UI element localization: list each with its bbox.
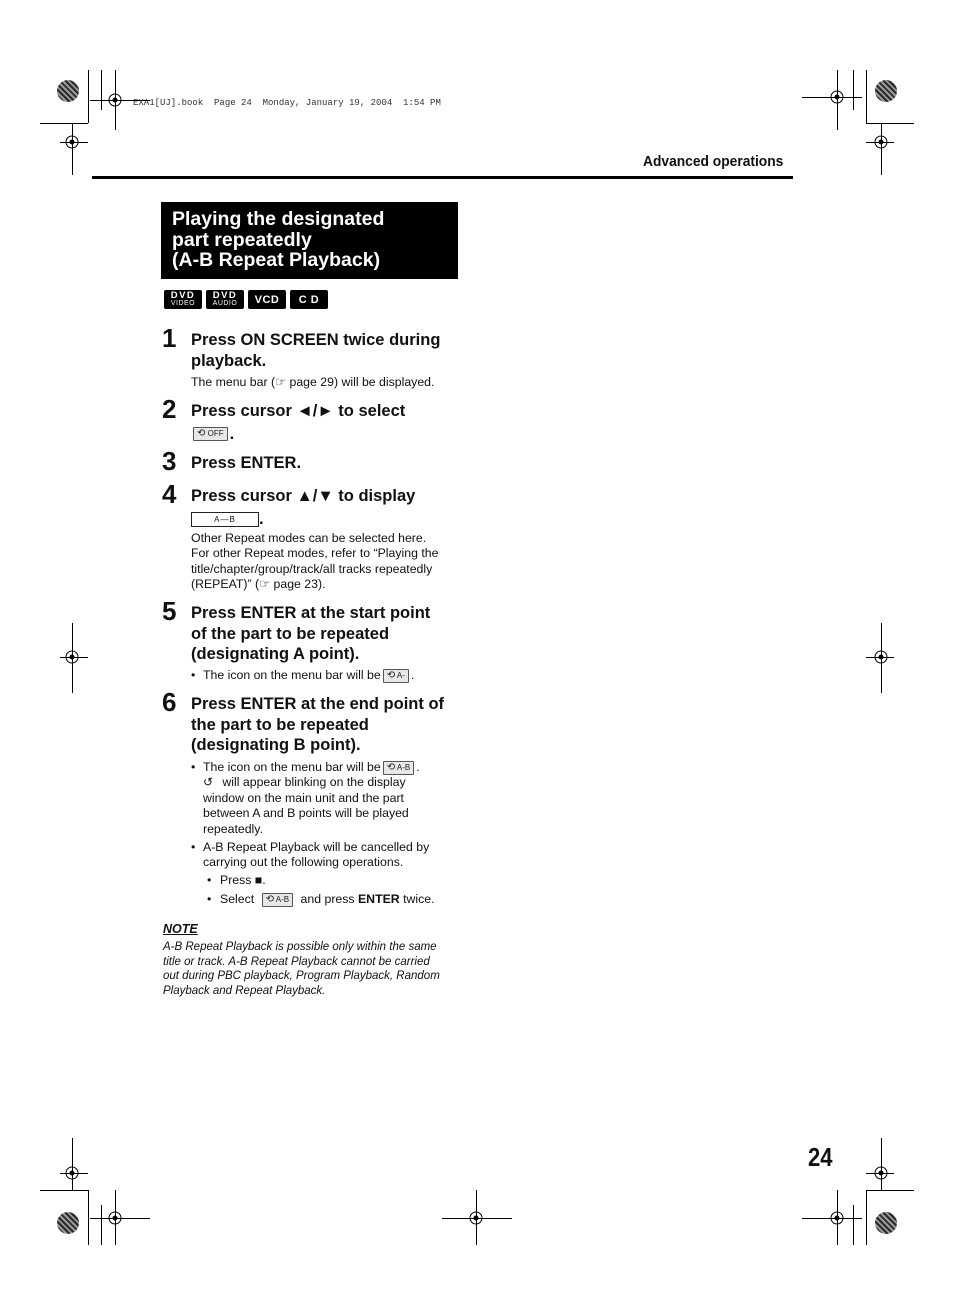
stop-icon: ■. [254, 873, 266, 887]
step-number: 4 [162, 479, 177, 509]
crosshair-icon [61, 646, 83, 668]
step-instruction: Press cursor ▲/▼ to display A—B . [191, 487, 416, 528]
header-rule [92, 176, 793, 179]
vcd-badge: VCD [248, 290, 286, 309]
list-item: • The icon on the menu bar will be ⟲ A-B . ↺ will appear blinking on the display window on the main unit and the part between A and B points will be played repeatedly. [191, 760, 420, 836]
step-instruction: Press ON SCREEN twice during playback. [191, 331, 441, 370]
cd-badge: C D [290, 290, 328, 309]
repeat-a-icon: ⟲ A- [383, 669, 409, 683]
step-number: 1 [162, 323, 177, 353]
registration-sphere-icon [57, 80, 79, 102]
step-instruction: Press ENTER. [191, 454, 302, 472]
print-slug: EXA1[UJ].book Page 24 Monday, January 19, 2004 1:54 PM [133, 98, 441, 108]
repeat-ab-icon: ⟲ A-B [262, 893, 294, 907]
list-item: • Select ⟲ A-B and press ENTER twice. [207, 892, 435, 906]
step-number: 2 [162, 394, 177, 424]
repeat-off-icon: ⟲ OFF [193, 427, 228, 441]
dvd-audio-badge: DVD AUDIO [206, 290, 244, 309]
crosshair-icon [465, 1207, 487, 1229]
step-instruction: Press cursor ◄/► to select ⟲ OFF . [191, 402, 406, 443]
step-note: The menu bar (☞ page 29) will be displayed. [191, 375, 435, 389]
step-number: 5 [162, 596, 177, 626]
crosshair-icon [870, 646, 892, 668]
note-heading: NOTE [163, 922, 198, 936]
crosshair-icon [61, 1162, 83, 1184]
step-instruction: Press ENTER at the start point of the part to be repeated (designating A point). [191, 604, 431, 663]
step-instruction: Press ENTER at the end point of the part to be repeated (designating B point). [191, 695, 445, 754]
dvd-video-badge: DVD VIDEO [164, 290, 202, 309]
note-body: A-B Repeat Playback is possible only within the same title or track. A-B Repeat Playback cannot be carried out during PBC playback, Program Playback, Random Playback and Repeat Playback. [163, 941, 440, 997]
crosshair-icon [826, 86, 848, 108]
repeat-ab-icon: ⟲ A-B [383, 761, 415, 775]
page-number: 24 [808, 1142, 833, 1172]
registration-sphere-icon [875, 80, 897, 102]
section-header: Advanced operations [643, 153, 784, 170]
crosshair-icon [104, 1207, 126, 1229]
step-number: 6 [162, 687, 177, 717]
list-item: • A-B Repeat Playback will be cancelled by carrying out the following operations. [191, 840, 430, 870]
title-line: part repeatedly [172, 228, 312, 251]
step-note: Other Repeat modes can be selected here. For other Repeat modes, refer to “Playing the title/chapter/group/track/all tracks repeatedly (REPEAT)” (☞ page 23). [191, 531, 439, 592]
list-item: • The icon on the menu bar will be ⟲ A- . [191, 668, 415, 682]
title-line: Playing the designated [172, 208, 385, 230]
registration-sphere-icon [875, 1212, 897, 1234]
crosshair-icon [870, 1162, 892, 1184]
registration-sphere-icon [57, 1212, 79, 1234]
disc-type-badges [164, 290, 328, 309]
crosshair-icon [826, 1207, 848, 1229]
title-line: (A-B Repeat Playback) [172, 249, 381, 271]
step-number: 3 [162, 446, 177, 476]
list-item: • Press ■. [207, 873, 266, 887]
crosshair-icon [870, 131, 892, 153]
crosshair-icon [61, 131, 83, 153]
page-title [161, 202, 458, 279]
ab-display-box: A—B [191, 512, 259, 527]
blink-repeat-icon: ↺ [203, 775, 214, 790]
crosshair-icon [104, 89, 126, 111]
